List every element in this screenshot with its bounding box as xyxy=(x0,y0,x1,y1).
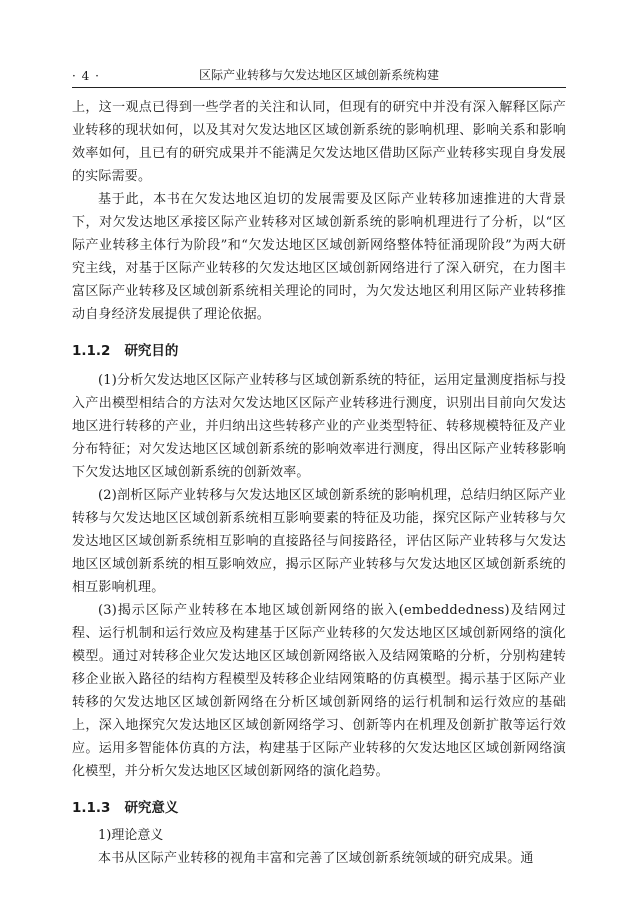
running-header xyxy=(72,64,566,88)
running-title: 区际产业转移与欠发达地区区域创新系统构建 xyxy=(198,68,439,82)
subsection-heading: 1)理论意义 xyxy=(98,828,164,843)
section-heading xyxy=(72,797,566,820)
body-paragraph: (1)分析欠发达地区区际产业转移与区域创新系统的特征，运用定量测度指标与投入产出模型相结合的方法对欠发达地区区际产业转移进行测度，识别出目前向欠发达地区进行转移的产业，并归纳出这些转移产业的产业类型特征、转移规模特征及产业分布特征；对欠发达地区区域创新系统的影响效率进行测度，得出区际产业转移影响下欠发达地区区域创新系统的创新效率。 xyxy=(72,373,566,480)
section-title: 研究目的 xyxy=(124,343,179,359)
document-body xyxy=(72,96,566,870)
section-number: 1.1.3 xyxy=(72,800,111,816)
body-paragraph: 基于此，本书在欠发达地区迫切的发展需要及区际产业转移加速推进的大背景下，对欠发达地区承接区际产业转移对区域创新系统的影响机理进行了分析，以“区际产业转移主体行为阶段”和“欠发达地区区域创新网络整体特征涌现阶段”为两大研究主线，对基于区际产业转移的欠发达地区区域创新网络进行了深入研究，在力图丰富区际产业转移及区域创新系统相关理论的同时，为欠发达地区利用区际产业转移推动自身经济发展提供了理论依据。 xyxy=(72,192,566,322)
body-paragraph: (3)揭示区际产业转移在本地区域创新网络的嵌入(embeddedness)及结网过程、运行机制和运行效应及构建基于区际产业转移的欠发达地区区域创新网络的演化模型。通过对转移企业欠发达地区区域创新网络嵌入及结网策略的分析，分别构建转移企业嵌入路径的结构方程模型及转移企业结网策略的仿真模型。揭示基于区际产业转移的欠发达地区区域创新网络在分析区域创新网络的运行机制和运行效应的基础上，深入地探究欠发达地区区域创新网络学习、创新等内在机理及创新扩散等运行效应。运用多智能体仿真的方法，构建基于区际产业转移的欠发达地区区域创新网络演化模型，并分析欠发达地区区域创新网络的演化趋势。 xyxy=(72,603,566,779)
body-paragraph: (2)剖析区际产业转移与欠发达地区区域创新系统的影响机理，总结归纳区际产业转移与欠发达地区区域创新系统相互影响要素的特征及功能，探究区际产业转移与欠发达地区区域创新系统相互影响的直接路径与间接路径，评估区际产业转移与欠发达地区区域创新系统的相互影响效应，揭示区际产业转移与欠发达地区区域创新系统的相互影响机理。 xyxy=(72,488,566,595)
section-title: 研究意义 xyxy=(124,800,179,816)
body-paragraph: 本书从区际产业转移的视角丰富和完善了区域创新系统领域的研究成果。通 xyxy=(98,851,534,866)
page-number: · 4 · xyxy=(72,69,100,83)
section-heading xyxy=(72,340,566,363)
body-paragraph: 上，这一观点已得到一些学者的关注和认同，但现有的研究中并没有深入解释区际产业转移的现状如何，以及其对欠发达地区区域创新系统的影响机理、影响关系和影响效率如何，且已有的研究成果并不能满足欠发达地区借助区际产业转移实现自身发展的实际需要。 xyxy=(72,100,566,184)
section-number: 1.1.2 xyxy=(72,343,111,359)
